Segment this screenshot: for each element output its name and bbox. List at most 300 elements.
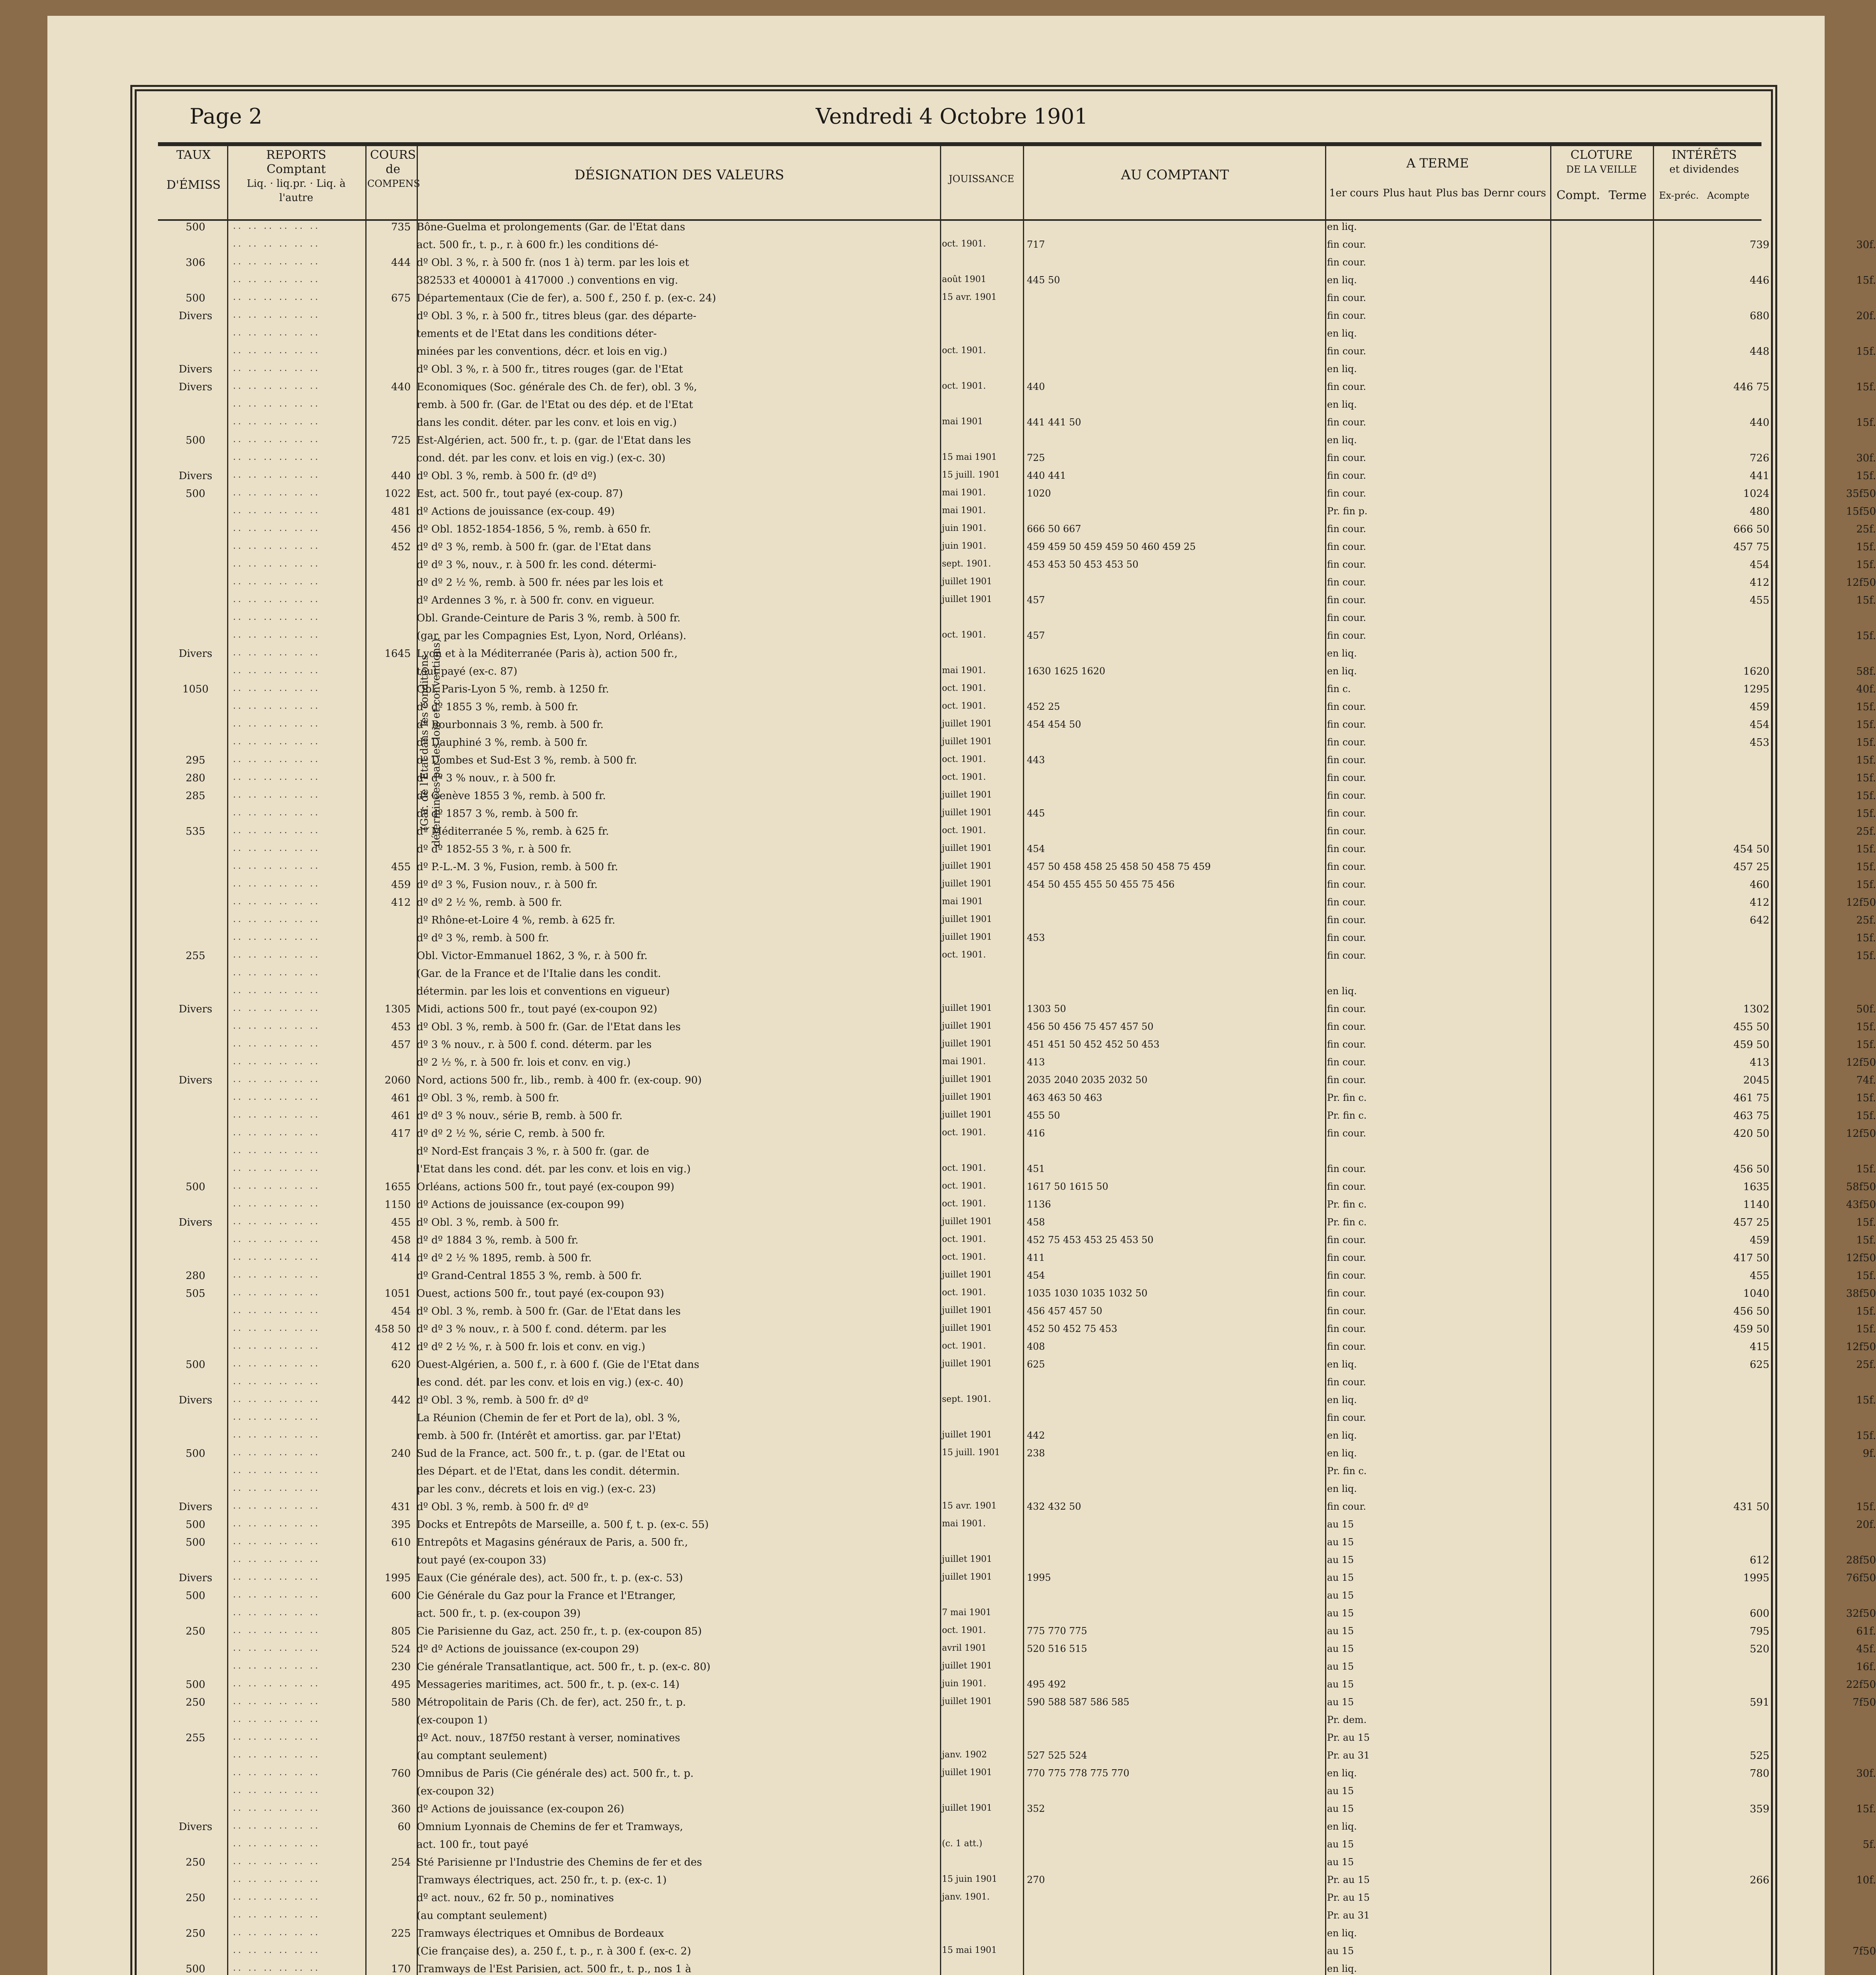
- report-dots: .. .. .. .. .. ..: [233, 932, 320, 942]
- cell-divd: 7f50: [1852, 1697, 1876, 1708]
- col-terme-cl: Terme: [1609, 188, 1647, 202]
- cell-desig: dº Nord-Est français 3 %, r. à 500 fr. (gar. de: [417, 1146, 649, 1157]
- cell-clot: 412: [1750, 897, 1769, 908]
- report-dots: .. .. .. .. .. ..: [233, 683, 320, 693]
- cell-term: au 15: [1327, 1590, 1354, 1601]
- cell-divd: 15f.: [1856, 1501, 1876, 1513]
- cell-term: Pr. fin p.: [1327, 506, 1368, 517]
- cell-jouis: 15 avr. 1901: [942, 292, 997, 302]
- table-row: [158, 1945, 1876, 1957]
- cell-clot: 459: [1750, 701, 1769, 713]
- report-dots: .. .. .. .. .. ..: [233, 630, 320, 640]
- cell-desig: Cie générale Transatlantique, act. 500 fr., t. p. (ex-c. 80): [417, 1661, 711, 1673]
- cell-divd: 15f.: [1856, 1021, 1876, 1033]
- cell-taux: 500: [186, 1963, 205, 1975]
- cell-clot: 1302: [1743, 1003, 1769, 1015]
- cell-jouis: oct. 1901.: [942, 1181, 986, 1191]
- report-dots: .. .. .. .. .. ..: [233, 1074, 320, 1084]
- cell-desig: l'Etat dans les cond. dét. par les conv. et lois en vig.): [417, 1163, 691, 1175]
- table-row: [158, 1554, 1876, 1566]
- cell-jouis: 15 juill. 1901: [942, 470, 1000, 480]
- cell-clot: 455: [1750, 1270, 1769, 1282]
- cell-term: fin cour.: [1327, 1270, 1366, 1281]
- cell-desig: tout payé (ex-coupon 33): [417, 1554, 547, 1566]
- report-dots: .. .. .. .. .. ..: [233, 950, 320, 960]
- cell-clot: 1040: [1743, 1288, 1769, 1300]
- cell-clot: 420 50: [1733, 1128, 1769, 1140]
- report-dots: .. .. .. .. .. ..: [233, 986, 320, 995]
- cell-jouis: juillet 1901: [942, 932, 992, 942]
- cell-term: fin cour.: [1327, 559, 1366, 570]
- table-row: [158, 1821, 1761, 1833]
- table-row: [158, 1163, 1876, 1175]
- cell-term: en liq.: [1327, 1448, 1357, 1459]
- table-row: [158, 1217, 1876, 1228]
- table-row: [158, 950, 1876, 962]
- report-dots: .. .. .. .. .. ..: [233, 1643, 320, 1653]
- vertical-note-text: (Gar. de l'Etat dans les conditions déterminées par les lois et conventions): [419, 638, 442, 847]
- report-dots: .. .. .. .. .. ..: [233, 1199, 320, 1209]
- report-dots: .. .. .. .. .. ..: [233, 221, 320, 231]
- cell-desig: remb. à 500 fr. (Intérêt et amortiss. gar. par l'Etat): [417, 1430, 681, 1442]
- cell-term: fin cour.: [1327, 417, 1366, 428]
- cell-term: Pr. dem.: [1327, 1714, 1367, 1725]
- cell-jouis: oct. 1901.: [942, 701, 986, 711]
- cell-cours: 675: [391, 292, 411, 304]
- col-taux: [162, 148, 225, 217]
- cell-compt: 457 50 458 458 25 458 50 458 75 459: [1027, 861, 1211, 872]
- cell-desig: dº dº 2 ½ %, remb. à 500 fr.: [417, 897, 562, 908]
- cell-compt: 455 50: [1027, 1110, 1060, 1121]
- cell-desig: act. 100 fr., tout payé: [417, 1839, 528, 1851]
- cell-divd: 10f.: [1856, 1874, 1876, 1886]
- cell-divd: 12f50: [1846, 577, 1876, 589]
- cell-term: en liq.: [1327, 1483, 1357, 1494]
- cell-jouis: juillet 1901: [942, 1661, 992, 1671]
- cell-term: fin cour.: [1327, 1412, 1366, 1423]
- cell-compt: 458: [1027, 1217, 1045, 1228]
- table-row: [158, 1537, 1761, 1548]
- cell-clot: 2045: [1743, 1074, 1769, 1086]
- cell-term: fin cour.: [1327, 1039, 1366, 1050]
- cell-cours: 1051: [384, 1288, 411, 1300]
- cell-jouis: mai 1901: [942, 417, 983, 427]
- report-dots: .. .. .. .. .. ..: [233, 1785, 320, 1795]
- cell-jouis: juillet 1901: [942, 1323, 992, 1333]
- cell-compt: 445 50: [1027, 275, 1060, 286]
- cell-clot: 441: [1750, 470, 1769, 482]
- cell-taux: Divers: [179, 1003, 212, 1015]
- cell-term: en liq.: [1327, 1768, 1357, 1779]
- table-row: [158, 541, 1876, 553]
- cell-clot: 448: [1750, 346, 1769, 357]
- col-cours: [367, 148, 419, 217]
- report-dots: .. .. .. .. .. ..: [233, 1554, 320, 1564]
- cell-taux: 500: [186, 292, 205, 304]
- cell-jouis: oct. 1901.: [942, 630, 986, 640]
- report-dots: .. .. .. .. .. ..: [233, 1501, 320, 1511]
- table-row: [158, 986, 1761, 997]
- cell-term: en liq.: [1327, 1394, 1357, 1405]
- cell-taux: Divers: [179, 381, 212, 393]
- cell-divd: 28f50: [1846, 1554, 1876, 1566]
- table-row: [158, 1697, 1876, 1708]
- cell-term: fin cour.: [1327, 1341, 1366, 1352]
- table-row: [158, 826, 1876, 837]
- cell-cours: 725: [391, 434, 411, 446]
- report-dots: .. .. .. .. .. ..: [233, 1003, 320, 1013]
- report-dots: .. .. .. .. .. ..: [233, 1341, 320, 1351]
- col-cours-de: de: [385, 162, 400, 176]
- cell-compt: 770 775 778 775 770: [1027, 1768, 1130, 1779]
- cell-compt: 443: [1027, 754, 1045, 766]
- cell-term: au 15: [1327, 1803, 1354, 1814]
- cell-term: en liq.: [1327, 648, 1357, 659]
- cell-term: au 15: [1327, 1537, 1354, 1548]
- table-row: [158, 1501, 1876, 1513]
- cell-cours: 459: [391, 879, 411, 891]
- cell-desig: dº dº 3 % nouv., r. à 500 fr.: [417, 772, 556, 784]
- cell-desig: dº Obl. 3 %, remb. à 500 fr. (Gar. de l'Etat dans les: [417, 1305, 681, 1317]
- cell-jouis: janv. 1901.: [942, 1892, 990, 1902]
- report-dots: .. .. .. .. .. ..: [233, 1252, 320, 1262]
- cell-cours: 1305: [384, 1003, 411, 1015]
- cell-desig: 382533 et 400001 à 417000 .) conventions en vig.: [417, 275, 678, 286]
- cell-clot: 795: [1750, 1625, 1769, 1637]
- cell-clot: 459 50: [1733, 1039, 1769, 1051]
- cell-divd: 7f50: [1852, 1945, 1876, 1957]
- cell-desig: dº dº 3 %, remb. à 500 fr. (gar. de l'Etat dans: [417, 541, 651, 553]
- table-row: [158, 328, 1761, 340]
- cell-compt: 451: [1027, 1163, 1045, 1174]
- cell-term: Pr. au 31: [1327, 1750, 1370, 1761]
- cell-desig: dº dº 3 %, remb. à 500 fr.: [417, 932, 549, 944]
- table-row: [158, 506, 1876, 517]
- cell-taux: 500: [186, 221, 205, 233]
- cell-divd: 15f.: [1856, 1270, 1876, 1282]
- table-row: [158, 1465, 1761, 1477]
- cell-taux: 280: [186, 772, 205, 784]
- cell-desig: act. 500 fr., t. p., r. à 600 fr.) les conditions dé-: [417, 239, 658, 251]
- cell-clot: 415: [1750, 1341, 1769, 1353]
- cell-clot: 456 50: [1733, 1163, 1769, 1175]
- cell-desig: Ouest-Algérien, a. 500 f., r. à 600 f. (Gie de l'Etat dans: [417, 1359, 699, 1371]
- cell-desig: détermin. par les lois et conventions en vigueur): [417, 986, 670, 997]
- cell-term: fin cour.: [1327, 630, 1366, 641]
- cell-term: fin cour.: [1327, 1305, 1366, 1317]
- table-row: [158, 612, 1761, 624]
- cell-cours: 735: [391, 221, 411, 233]
- cell-desig: dº Obl. 3 %, remb. à 500 fr.: [417, 1092, 559, 1104]
- report-dots: .. .. .. .. .. ..: [233, 701, 320, 711]
- table-row: [158, 754, 1876, 766]
- cell-compt: 459 459 50 459 459 50 460 459 25: [1027, 541, 1196, 552]
- table-row: [158, 1590, 1761, 1602]
- cell-divd: 15f.: [1856, 950, 1876, 962]
- cell-divd: 15f.: [1856, 1803, 1876, 1815]
- cell-jouis: juillet 1901: [942, 1039, 992, 1049]
- cell-term: au 15: [1327, 1839, 1354, 1850]
- cell-taux: 255: [186, 950, 205, 962]
- cell-desig: dº Obl. 3 %, remb. à 500 fr. (dº dº): [417, 470, 597, 482]
- cell-jouis: juin 1901.: [942, 523, 987, 533]
- table-row: [158, 1092, 1876, 1104]
- cell-jouis: juillet 1901: [942, 1305, 992, 1315]
- cell-jouis: juillet 1901: [942, 1092, 992, 1102]
- table-row: [158, 1323, 1876, 1335]
- table-row: [158, 1448, 1876, 1460]
- report-dots: .. .. .. .. .. ..: [233, 559, 320, 569]
- cell-term: fin cour.: [1327, 861, 1366, 872]
- cell-desig: dº dº 3 %, Fusion nouv., r. à 500 fr.: [417, 879, 598, 891]
- cell-divd: 15f.: [1856, 879, 1876, 891]
- cell-desig: dº dº 3 % nouv., série B, remb. à 500 fr.: [417, 1110, 623, 1122]
- cell-desig: (gar. par les Compagnies Est, Lyon, Nord, Orléans).: [417, 630, 686, 642]
- cell-taux: 280: [186, 1270, 205, 1282]
- report-dots: .. .. .. .. .. ..: [233, 1963, 320, 1973]
- table-row: [158, 1714, 1761, 1726]
- cell-term: fin cour.: [1327, 879, 1366, 890]
- cell-term: au 15: [1327, 1945, 1354, 1956]
- cell-clot: 1024: [1743, 488, 1769, 500]
- table-row: [158, 1412, 1761, 1424]
- cell-clot: 1995: [1743, 1572, 1769, 1584]
- cell-term: en liq.: [1327, 1430, 1357, 1441]
- table-row: [158, 1750, 1769, 1762]
- cell-desig: Tramways électriques, act. 250 fr., t. p. (ex-c. 1): [417, 1874, 667, 1886]
- report-dots: .. .. .. .. .. ..: [233, 363, 320, 373]
- cell-divd: 15f.: [1856, 541, 1876, 553]
- cell-desig: dº Actions de jouissance (ex-coupon 99): [417, 1199, 624, 1211]
- cell-desig: Tramways électriques et Omnibus de Bordeaux: [417, 1928, 664, 1939]
- cell-term: fin cour.: [1327, 950, 1366, 961]
- cell-jouis: oct. 1901.: [942, 1199, 986, 1209]
- report-dots: .. .. .. .. .. ..: [233, 1092, 320, 1102]
- report-dots: .. .. .. .. .. ..: [233, 843, 320, 853]
- col-cours-comp: COMPENS: [367, 178, 420, 189]
- cell-compt: 775 770 775: [1027, 1625, 1087, 1636]
- cell-jouis: juillet 1901: [942, 1217, 992, 1226]
- cell-divd: 15f.: [1856, 1430, 1876, 1442]
- report-dots: .. .. .. .. .. ..: [233, 577, 320, 587]
- cell-jouis: juillet 1901: [942, 1074, 992, 1084]
- cell-taux: Divers: [179, 648, 212, 660]
- cell-desig: dº dº 1852-55 3 %, r. à 500 fr.: [417, 843, 571, 855]
- cell-jouis: juillet 1901: [942, 577, 992, 587]
- cell-divd: 15f.: [1856, 417, 1876, 429]
- cell-desig: dº dº 1884 3 %, remb. à 500 fr.: [417, 1234, 579, 1246]
- cell-desig: dº dº Actions de jouissance (ex-coupon 29): [417, 1643, 639, 1655]
- col-interets: [1655, 148, 1754, 217]
- cell-desig: remb. à 500 fr. (Gar. de l'Etat ou des dép. et de l'Etat: [417, 399, 693, 411]
- table-row: [158, 1074, 1876, 1086]
- cell-term: fin cour.: [1327, 594, 1366, 606]
- cell-term: au 15: [1327, 1625, 1354, 1636]
- cell-term: fin cour.: [1327, 292, 1366, 303]
- cell-clot: 455: [1750, 594, 1769, 606]
- table-row: [158, 1003, 1876, 1015]
- cell-compt: 666 50 667: [1027, 523, 1081, 534]
- cell-compt: 520 516 515: [1027, 1643, 1087, 1654]
- cell-desig: Economiques (Soc. générale des Ch. de fer), obl. 3 %,: [417, 381, 697, 393]
- cell-term: Pr. fin c.: [1327, 1092, 1367, 1103]
- cell-compt: 453 453 50 453 453 50: [1027, 559, 1139, 570]
- cell-compt: 352: [1027, 1803, 1045, 1814]
- col-cloture-label: CLOTURE: [1570, 148, 1633, 162]
- table-row: [158, 968, 1761, 980]
- cell-compt: 454 454 50: [1027, 719, 1081, 730]
- cell-divd: 15f.: [1856, 754, 1876, 766]
- cell-jouis: mai 1901.: [942, 1519, 986, 1529]
- cell-cours: 461: [391, 1092, 411, 1104]
- report-dots: .. .. .. .. .. ..: [233, 808, 320, 818]
- report-dots: .. .. .. .. .. ..: [233, 328, 320, 338]
- cell-cours: 620: [391, 1359, 411, 1371]
- cell-term: fin cour.: [1327, 1021, 1366, 1032]
- report-dots: .. .. .. .. .. ..: [233, 1803, 320, 1813]
- cell-jouis: oct. 1901.: [942, 950, 986, 960]
- report-dots: .. .. .. .. .. ..: [233, 1625, 320, 1635]
- table-row: [158, 559, 1876, 571]
- cell-term: fin cour.: [1327, 1501, 1366, 1512]
- cell-divd: 74f.: [1856, 1074, 1876, 1086]
- table-row: [158, 1394, 1876, 1406]
- cell-compt: 457: [1027, 594, 1045, 606]
- cell-term: au 15: [1327, 1785, 1354, 1796]
- cell-desig: Eaux (Cie générale des), act. 500 fr., t. p. (ex-c. 53): [417, 1572, 683, 1584]
- cell-jouis: juillet 1901: [942, 1803, 992, 1813]
- cell-cours: 461: [391, 1110, 411, 1122]
- table-row: [158, 1110, 1876, 1122]
- cell-clot: 454: [1750, 719, 1769, 731]
- report-dots: .. .. .. .. .. ..: [233, 1234, 320, 1244]
- cell-divd: 15f.: [1856, 932, 1876, 944]
- table-row: [158, 1039, 1876, 1051]
- cell-desig: La Réunion (Chemin de fer et Port de la), obl. 3 %,: [417, 1412, 680, 1424]
- cell-clot: 525: [1750, 1750, 1769, 1762]
- table-row: [158, 1252, 1876, 1264]
- cell-term: Pr. fin c.: [1327, 1217, 1367, 1228]
- cell-term: fin cour.: [1327, 1288, 1366, 1299]
- cell-compt: 416: [1027, 1128, 1045, 1139]
- cell-jouis: oct. 1901.: [942, 346, 986, 356]
- report-dots: .. .. .. .. .. ..: [233, 1217, 320, 1226]
- report-dots: .. .. .. .. .. ..: [233, 1021, 320, 1031]
- cell-divd: 12f50: [1846, 1128, 1876, 1140]
- cell-desig: Lyon et à la Méditerranée (Paris à), action 500 fr.,: [417, 648, 678, 660]
- table-row: [158, 630, 1876, 642]
- report-dots: .. .. .. .. .. ..: [233, 1679, 320, 1689]
- col-cloture: [1552, 148, 1651, 217]
- cell-term: fin cour.: [1327, 719, 1366, 730]
- cell-desig: tout payé (ex-c. 87): [417, 666, 517, 677]
- cell-divd: 32f50: [1846, 1608, 1876, 1620]
- cell-term: fin cour.: [1327, 346, 1366, 357]
- cell-desig: (au comptant seulement): [417, 1750, 547, 1762]
- cell-taux: 500: [186, 1590, 205, 1602]
- table-row: [158, 1768, 1876, 1779]
- cell-compt: 1303 50: [1027, 1003, 1066, 1014]
- report-dots: .. .. .. .. .. ..: [233, 1928, 320, 1937]
- cell-term: fin cour.: [1327, 1377, 1366, 1388]
- table-row: [158, 452, 1876, 464]
- report-dots: .. .. .. .. .. ..: [233, 292, 320, 302]
- report-dots: .. .. .. .. .. ..: [233, 1181, 320, 1191]
- cell-term: en liq.: [1327, 275, 1357, 286]
- cell-divd: 58f.: [1856, 666, 1876, 677]
- cell-divd: 22f50: [1846, 1679, 1876, 1691]
- cell-compt: 454 50 455 455 50 455 75 456: [1027, 879, 1175, 890]
- cell-taux: 250: [186, 1625, 205, 1637]
- table-row: [158, 1785, 1761, 1797]
- cell-clot: 446: [1750, 275, 1769, 286]
- cell-term: en liq.: [1327, 434, 1357, 446]
- cell-compt: 413: [1027, 1057, 1045, 1068]
- col-cloture-sub: DE LA VEILLE: [1566, 164, 1637, 175]
- cell-taux: 500: [186, 434, 205, 446]
- table-row: [158, 1146, 1761, 1157]
- cell-divd: 15f.: [1856, 594, 1876, 606]
- table-row: [158, 1910, 1761, 1922]
- cell-clot: 454 50: [1733, 843, 1769, 855]
- cell-term: Pr. au 15: [1327, 1874, 1370, 1885]
- cell-divd: 16f.: [1856, 1661, 1876, 1673]
- table-row: [158, 488, 1876, 500]
- table-row: [158, 1021, 1876, 1033]
- cell-clot: 739: [1750, 239, 1769, 251]
- cell-term: fin cour.: [1327, 701, 1366, 712]
- cell-cours: 1022: [384, 488, 411, 500]
- cell-jouis: avril 1901: [942, 1643, 987, 1653]
- cell-divd: 15f.: [1856, 1217, 1876, 1228]
- cell-jouis: 15 juin 1901: [942, 1874, 998, 1884]
- cell-clot: 457 25: [1733, 861, 1769, 873]
- report-dots: .. .. .. .. .. ..: [233, 1163, 320, 1173]
- cell-divd: 35f50: [1846, 488, 1876, 500]
- table-row: [158, 470, 1876, 482]
- cell-compt: 452 25: [1027, 701, 1060, 712]
- cell-term: fin cour.: [1327, 1163, 1366, 1174]
- cell-cours: 457: [391, 1039, 411, 1051]
- report-dots: .. .. .. .. .. ..: [233, 1483, 320, 1493]
- cell-compt: 445: [1027, 808, 1045, 819]
- cell-jouis: juillet 1901: [942, 594, 992, 604]
- cell-cours: 225: [391, 1928, 411, 1939]
- report-dots: .. .. .. .. .. ..: [233, 1945, 320, 1955]
- cell-compt: 457: [1027, 630, 1045, 641]
- table-row: [158, 221, 1761, 233]
- cell-compt: 2035 2040 2035 2032 50: [1027, 1074, 1148, 1085]
- table-row: [158, 790, 1876, 802]
- cell-desig: dº dº 3 %, nouv., r. à 500 fr. les cond. détermi-: [417, 559, 656, 571]
- cell-cours: 455: [391, 861, 411, 873]
- cell-divd: 15f.: [1856, 1092, 1876, 1104]
- cell-compt: 495 492: [1027, 1679, 1066, 1690]
- cell-taux: 250: [186, 1928, 205, 1939]
- cell-taux: Divers: [179, 1821, 212, 1833]
- cell-taux: Divers: [179, 470, 212, 482]
- col-acompte: Acompte: [1707, 190, 1750, 201]
- cell-desig: dº Obl. 3 %, r. à 500 fr., titres bleus (gar. des départe-: [417, 310, 697, 322]
- table-row: [158, 1572, 1876, 1584]
- table-row: [158, 363, 1761, 375]
- table-row: [158, 239, 1876, 251]
- cell-cours: 805: [391, 1625, 411, 1637]
- cell-taux: 500: [186, 1537, 205, 1548]
- cell-compt: 1617 50 1615 50: [1027, 1181, 1109, 1192]
- cell-divd: 25f.: [1856, 523, 1876, 535]
- col-taux-label: TAUX: [176, 148, 211, 162]
